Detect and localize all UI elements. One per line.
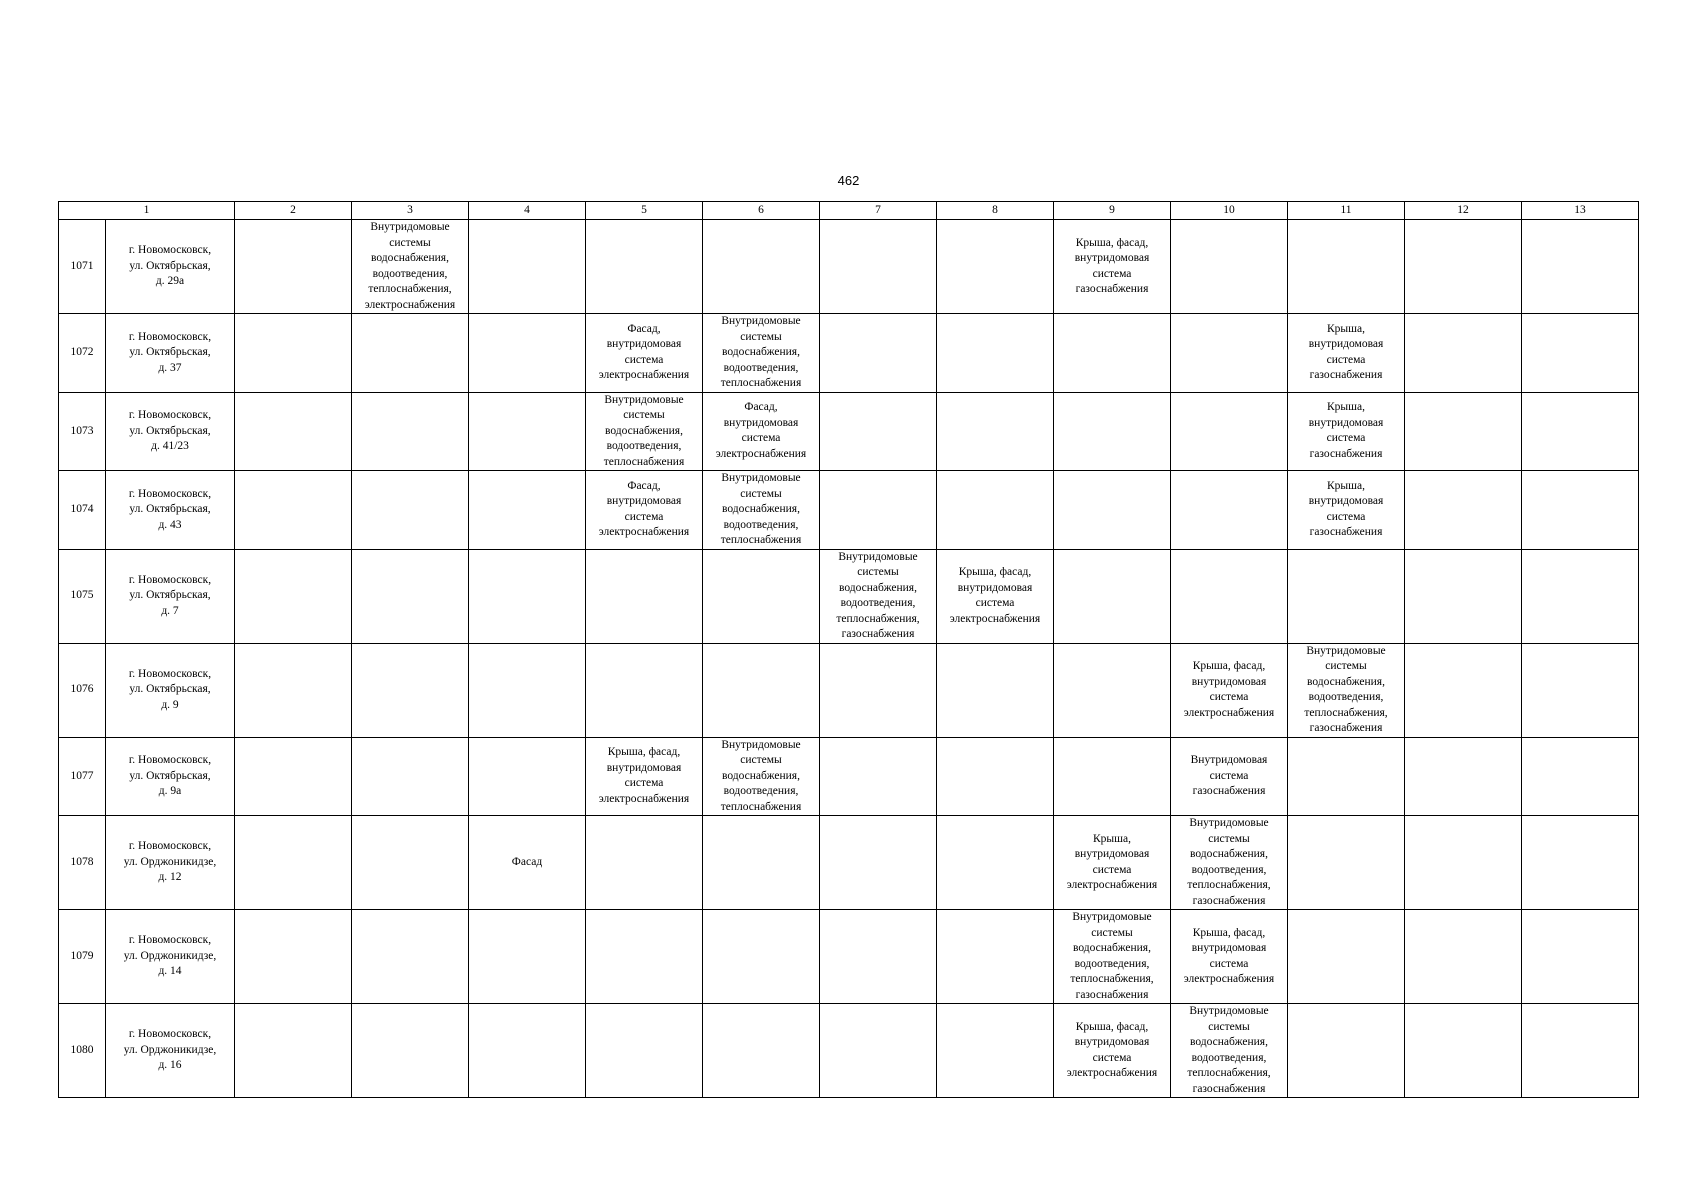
work-cell-8	[937, 471, 1054, 550]
work-cell-13	[1522, 816, 1639, 910]
work-cell-4	[469, 910, 586, 1004]
work-cell-2	[235, 549, 352, 643]
work-cell-7: Внутридомовые системы водоснабжения, водоотведения, теплоснабжения, газоснабжения	[820, 549, 937, 643]
work-cell-13	[1522, 471, 1639, 550]
work-cell-6: Внутридомовые системы водоснабжения, водоотведения, теплоснабжения	[703, 737, 820, 816]
column-header: 6	[703, 202, 820, 220]
work-cell-8	[937, 643, 1054, 737]
work-cell-8: Крыша, фасад, внутридомовая система электроснабжения	[937, 549, 1054, 643]
work-cell-8	[937, 1004, 1054, 1098]
work-cell-11	[1288, 220, 1405, 314]
work-cell-12	[1405, 549, 1522, 643]
column-header: 9	[1054, 202, 1171, 220]
work-cell-11: Крыша, внутридомовая система газоснабжения	[1288, 471, 1405, 550]
work-cell-9: Внутридомовые системы водоснабжения, водоотведения, теплоснабжения, газоснабжения	[1054, 910, 1171, 1004]
work-cell-4	[469, 1004, 586, 1098]
table-row	[59, 471, 1639, 550]
work-cell-5	[586, 910, 703, 1004]
work-cell-9: Крыша, внутридомовая система электроснабжения	[1054, 816, 1171, 910]
work-cell-5: Крыша, фасад, внутридомовая система электроснабжения	[586, 737, 703, 816]
work-cell-13	[1522, 737, 1639, 816]
address-cell: г. Новомосковск, ул. Октябрьская, д. 9	[106, 643, 235, 737]
work-cell-5: Фасад, внутридомовая система электроснабжения	[586, 314, 703, 393]
work-cell-11	[1288, 816, 1405, 910]
work-cell-9	[1054, 314, 1171, 393]
address-cell: г. Новомосковск, ул. Орджоникидзе, д. 16	[106, 1004, 235, 1098]
work-cell-12	[1405, 816, 1522, 910]
work-cell-6: Внутридомовые системы водоснабжения, водоотведения, теплоснабжения	[703, 314, 820, 393]
row-number-cell: 1073	[59, 392, 106, 471]
row-number-cell: 1072	[59, 314, 106, 393]
row-number-cell: 1077	[59, 737, 106, 816]
work-cell-12	[1405, 392, 1522, 471]
row-number-cell: 1076	[59, 643, 106, 737]
work-cell-2	[235, 643, 352, 737]
work-cell-9	[1054, 737, 1171, 816]
work-cell-5: Внутридомовые системы водоснабжения, водоотведения, теплоснабжения	[586, 392, 703, 471]
table-row	[59, 643, 1639, 737]
work-cell-13	[1522, 314, 1639, 393]
work-cell-10	[1171, 314, 1288, 393]
address-cell: г. Новомосковск, ул. Октябрьская, д. 41/23	[106, 392, 235, 471]
table-row	[59, 392, 1639, 471]
work-cell-11: Крыша, внутридомовая система газоснабжения	[1288, 392, 1405, 471]
work-cell-5	[586, 643, 703, 737]
work-cell-7	[820, 910, 937, 1004]
row-number-cell: 1080	[59, 1004, 106, 1098]
repair-schedule-table	[58, 201, 1639, 1098]
work-cell-11	[1288, 1004, 1405, 1098]
work-cell-3	[352, 549, 469, 643]
work-cell-10: Внутридомовые системы водоснабжения, водоотведения, теплоснабжения, газоснабжения	[1171, 816, 1288, 910]
work-cell-4	[469, 549, 586, 643]
work-cell-4	[469, 392, 586, 471]
table-row	[59, 737, 1639, 816]
work-cell-8	[937, 910, 1054, 1004]
column-header: 7	[820, 202, 937, 220]
column-header: 10	[1171, 202, 1288, 220]
table-row	[59, 220, 1639, 314]
work-cell-7	[820, 471, 937, 550]
address-cell: г. Новомосковск, ул. Орджоникидзе, д. 14	[106, 910, 235, 1004]
work-cell-3	[352, 737, 469, 816]
address-cell: г. Новомосковск, ул. Орджоникидзе, д. 12	[106, 816, 235, 910]
work-cell-7	[820, 392, 937, 471]
work-cell-5: Фасад, внутридомовая система электроснабжения	[586, 471, 703, 550]
work-cell-5	[586, 1004, 703, 1098]
work-cell-10: Внутридомовые системы водоснабжения, водоотведения, теплоснабжения, газоснабжения	[1171, 1004, 1288, 1098]
table-body	[59, 220, 1639, 1098]
work-cell-6: Внутридомовые системы водоснабжения, водоотведения, теплоснабжения	[703, 471, 820, 550]
work-cell-6	[703, 220, 820, 314]
work-cell-6	[703, 1004, 820, 1098]
column-header: 13	[1522, 202, 1639, 220]
work-cell-7	[820, 737, 937, 816]
work-cell-6	[703, 643, 820, 737]
work-cell-3	[352, 314, 469, 393]
work-cell-12	[1405, 314, 1522, 393]
work-cell-6: Фасад, внутридомовая система электроснабжения	[703, 392, 820, 471]
table-row	[59, 910, 1639, 1004]
work-cell-6	[703, 910, 820, 1004]
address-cell: г. Новомосковск, ул. Октябрьская, д. 37	[106, 314, 235, 393]
column-header: 5	[586, 202, 703, 220]
work-cell-2	[235, 910, 352, 1004]
header-row	[59, 202, 1639, 220]
row-number-cell: 1078	[59, 816, 106, 910]
column-header: 4	[469, 202, 586, 220]
work-cell-9	[1054, 471, 1171, 550]
row-number-cell: 1074	[59, 471, 106, 550]
work-cell-7	[820, 220, 937, 314]
work-cell-12	[1405, 737, 1522, 816]
work-cell-13	[1522, 549, 1639, 643]
work-cell-3	[352, 910, 469, 1004]
column-header: 11	[1288, 202, 1405, 220]
work-cell-10	[1171, 471, 1288, 550]
work-cell-8	[937, 392, 1054, 471]
work-cell-10	[1171, 392, 1288, 471]
work-cell-6	[703, 549, 820, 643]
work-cell-12	[1405, 220, 1522, 314]
work-cell-3	[352, 643, 469, 737]
work-cell-10: Внутридомовая система газоснабжения	[1171, 737, 1288, 816]
work-cell-10	[1171, 549, 1288, 643]
work-cell-8	[937, 314, 1054, 393]
address-cell: г. Новомосковск, ул. Октябрьская, д. 9а	[106, 737, 235, 816]
work-cell-9	[1054, 549, 1171, 643]
column-header: 12	[1405, 202, 1522, 220]
work-cell-13	[1522, 392, 1639, 471]
row-number-cell: 1079	[59, 910, 106, 1004]
work-cell-10: Крыша, фасад, внутридомовая система электроснабжения	[1171, 643, 1288, 737]
page-number: 462	[837, 173, 860, 188]
work-cell-4	[469, 314, 586, 393]
table-row	[59, 549, 1639, 643]
work-cell-2	[235, 314, 352, 393]
work-cell-2	[235, 392, 352, 471]
row-number-cell: 1071	[59, 220, 106, 314]
work-cell-3	[352, 1004, 469, 1098]
work-cell-7	[820, 816, 937, 910]
work-cell-5	[586, 816, 703, 910]
work-cell-13	[1522, 220, 1639, 314]
work-cell-2	[235, 737, 352, 816]
work-cell-7	[820, 1004, 937, 1098]
table-row	[59, 314, 1639, 393]
column-header: 2	[235, 202, 352, 220]
work-cell-4	[469, 643, 586, 737]
column-header: 1	[59, 202, 235, 220]
address-cell: г. Новомосковск, ул. Октябрьская, д. 29а	[106, 220, 235, 314]
work-cell-8	[937, 220, 1054, 314]
table-row	[59, 1004, 1639, 1098]
column-header: 8	[937, 202, 1054, 220]
address-cell: г. Новомосковск, ул. Октябрьская, д. 43	[106, 471, 235, 550]
work-cell-7	[820, 643, 937, 737]
work-cell-3: Внутридомовые системы водоснабжения, водоотведения, теплоснабжения, электроснабжения	[352, 220, 469, 314]
work-cell-13	[1522, 910, 1639, 1004]
work-cell-4	[469, 471, 586, 550]
work-cell-10	[1171, 220, 1288, 314]
work-cell-7	[820, 314, 937, 393]
work-cell-2	[235, 220, 352, 314]
table-header	[59, 202, 1639, 220]
work-cell-12	[1405, 471, 1522, 550]
work-cell-11	[1288, 737, 1405, 816]
work-cell-10: Крыша, фасад, внутридомовая система электроснабжения	[1171, 910, 1288, 1004]
work-cell-3	[352, 392, 469, 471]
work-cell-2	[235, 1004, 352, 1098]
work-cell-12	[1405, 1004, 1522, 1098]
work-cell-11: Внутридомовые системы водоснабжения, водоотведения, теплоснабжения, газоснабжения	[1288, 643, 1405, 737]
column-header: 3	[352, 202, 469, 220]
row-number-cell: 1075	[59, 549, 106, 643]
work-cell-2	[235, 471, 352, 550]
work-cell-5	[586, 549, 703, 643]
work-cell-4	[469, 737, 586, 816]
work-cell-9: Крыша, фасад, внутридомовая система газоснабжения	[1054, 220, 1171, 314]
work-cell-4	[469, 220, 586, 314]
work-cell-9	[1054, 392, 1171, 471]
work-cell-12	[1405, 643, 1522, 737]
work-cell-11	[1288, 549, 1405, 643]
work-cell-6	[703, 816, 820, 910]
address-cell: г. Новомосковск, ул. Октябрьская, д. 7	[106, 549, 235, 643]
work-cell-3	[352, 816, 469, 910]
work-cell-2	[235, 816, 352, 910]
work-cell-3	[352, 471, 469, 550]
work-cell-9	[1054, 643, 1171, 737]
work-cell-13	[1522, 1004, 1639, 1098]
work-cell-4: Фасад	[469, 816, 586, 910]
work-cell-11	[1288, 910, 1405, 1004]
work-cell-5	[586, 220, 703, 314]
work-cell-8	[937, 737, 1054, 816]
work-cell-9: Крыша, фасад, внутридомовая система электроснабжения	[1054, 1004, 1171, 1098]
work-cell-8	[937, 816, 1054, 910]
work-cell-13	[1522, 643, 1639, 737]
table-row	[59, 816, 1639, 910]
work-cell-11: Крыша, внутридомовая система газоснабжения	[1288, 314, 1405, 393]
work-cell-12	[1405, 910, 1522, 1004]
